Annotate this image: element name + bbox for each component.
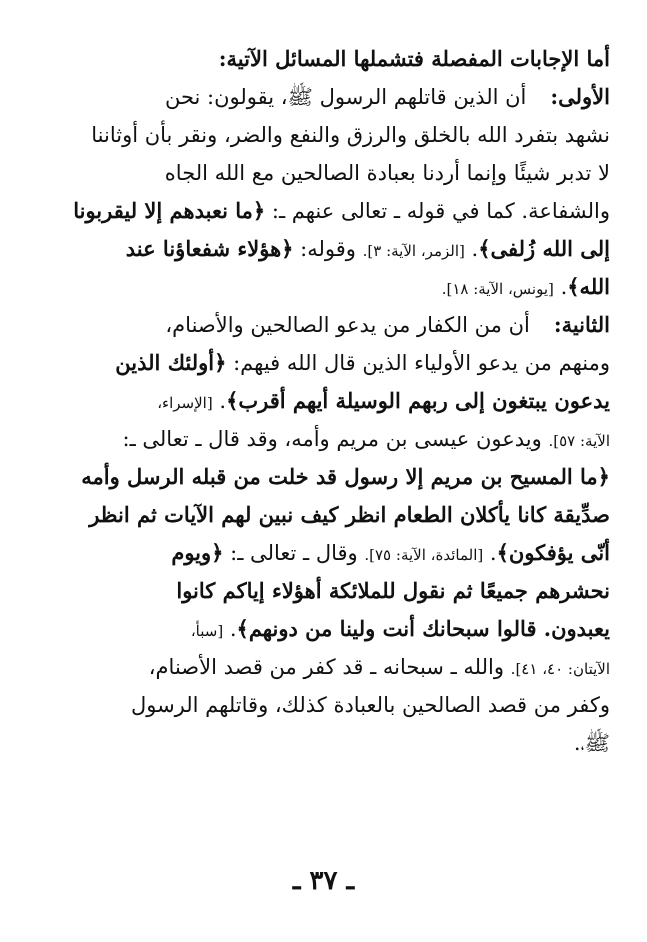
first-point-line-5: إلى الله زُلفى﴾. [الزمر، الآية: ٣]. وقوله: ﴿هؤلاء شفعاؤنا عند	[125, 236, 610, 261]
body-text: ويدعون عيسى بن مريم وأمه، وقد قال ـ تعالى ـ:	[122, 427, 542, 451]
second-point-line-11: وكفر من قصد الصالحين بالعبادة كذلك، وقاتلهم الرسول	[130, 693, 610, 717]
verse-reference: الآية: ٥٧].	[548, 432, 610, 450]
second-point-line-6: صدِّيقة كانا يأكلان الطعام انظر كيف نبين لهم الآيات ثم انظر	[89, 502, 610, 527]
section-heading: أما الإجابات المفصلة فتشملها المسائل الآتية:	[218, 46, 610, 71]
first-point-line-6: الله﴾. [يونس، الآية: ١٨].	[441, 274, 610, 299]
body-text: وقال ـ تعالى ـ:	[230, 541, 358, 565]
second-point-text: أن من الكفار من يدعو الصالحين والأصنام،	[165, 313, 530, 337]
quran-quote: الله﴾	[567, 274, 610, 299]
quran-quote: ﴿أولئك الذين	[115, 350, 227, 375]
verse-reference: [سبأ،	[190, 622, 224, 640]
second-point-line-10	[48, 648, 610, 686]
second-point-line-12: ﷺ،.	[573, 731, 610, 755]
second-point-line-7: أنّى يؤفكون﴾. [المائدة، الآية: ٧٥]. وقال ـ تعالى ـ: ﴿ويوم	[171, 540, 610, 565]
page-number: ـ ٣٧ ـ	[292, 866, 355, 896]
document-page	[48, 40, 610, 900]
second-point-line-8: نحشرهم جميعًا ثم نقول للملائكة أهؤلاء إياكم كانوا	[176, 578, 610, 603]
second-point-line-3: يدعون يبتغون إلى ربهم الوسيلة أيهم أقرب﴾. [الإسراء،	[157, 388, 610, 413]
first-point-line-4	[48, 192, 610, 230]
quran-quote: ﴿ما نعبدهم إلا ليقربونا	[73, 198, 266, 223]
quran-quote: ﴿هؤلاء شفعاؤنا عند	[125, 236, 294, 261]
second-point-line-2	[48, 344, 610, 382]
first-point-text: أن الذين قاتلهم الرسول ﷺ، يقولون: نحن	[164, 85, 527, 109]
second-point-line-5: ﴿ما المسيح بن مريم إلا رسول قد خلت من قبله الرسل وأمه	[81, 464, 610, 489]
body-text: والشفاعة. كما في قوله ـ تعالى عنهم ـ:	[271, 199, 610, 223]
second-point-line-4	[48, 420, 610, 458]
verse-reference: الآيتان: ٤٠، ٤١].	[510, 660, 610, 678]
quran-quote: يعبدون. قالوا سبحانك أنت ولينا من دونهم﴾	[236, 616, 610, 641]
second-point-line-9: يعبدون. قالوا سبحانك أنت ولينا من دونهم﴾. [سبأ،	[190, 616, 610, 641]
quran-quote: إلى الله زُلفى﴾	[478, 236, 610, 261]
body-text: والله ـ سبحانه ـ قد كفر من قصد الأصنام،	[148, 655, 504, 679]
first-point-line-1	[48, 78, 610, 116]
verse-reference: [المائدة، الآية: ٧٥].	[364, 546, 484, 564]
first-point-label: الأولى:	[550, 84, 610, 109]
verse-reference: [الإسراء،	[157, 394, 213, 412]
quran-quote: يدعون يبتغون إلى ربهم الوسيلة أيهم أقرب﴾	[226, 388, 610, 413]
first-point-line-2: نشهد بتفرد الله بالخلق والرزق والنفع والضر، ونقر بأن أوثاننا	[91, 123, 610, 147]
verse-reference: [يونس، الآية: ١٨].	[441, 280, 554, 298]
body-text: وقوله:	[300, 237, 356, 261]
second-point-label: الثانية:	[553, 312, 610, 337]
body-text: ومنهم من يدعو الأولياء الذين قال الله فيهم:	[233, 351, 610, 375]
quran-quote: أنّى يؤفكون﴾	[496, 540, 610, 565]
verse-reference: [الزمر، الآية: ٣].	[362, 242, 465, 260]
first-point-line-3: لا تدبر شيئًا وإنما أردنا بعبادة الصالحين مع الله الجاه	[164, 161, 610, 185]
second-point-line-1	[48, 306, 610, 344]
quran-quote: ﴿ويوم	[171, 540, 224, 565]
